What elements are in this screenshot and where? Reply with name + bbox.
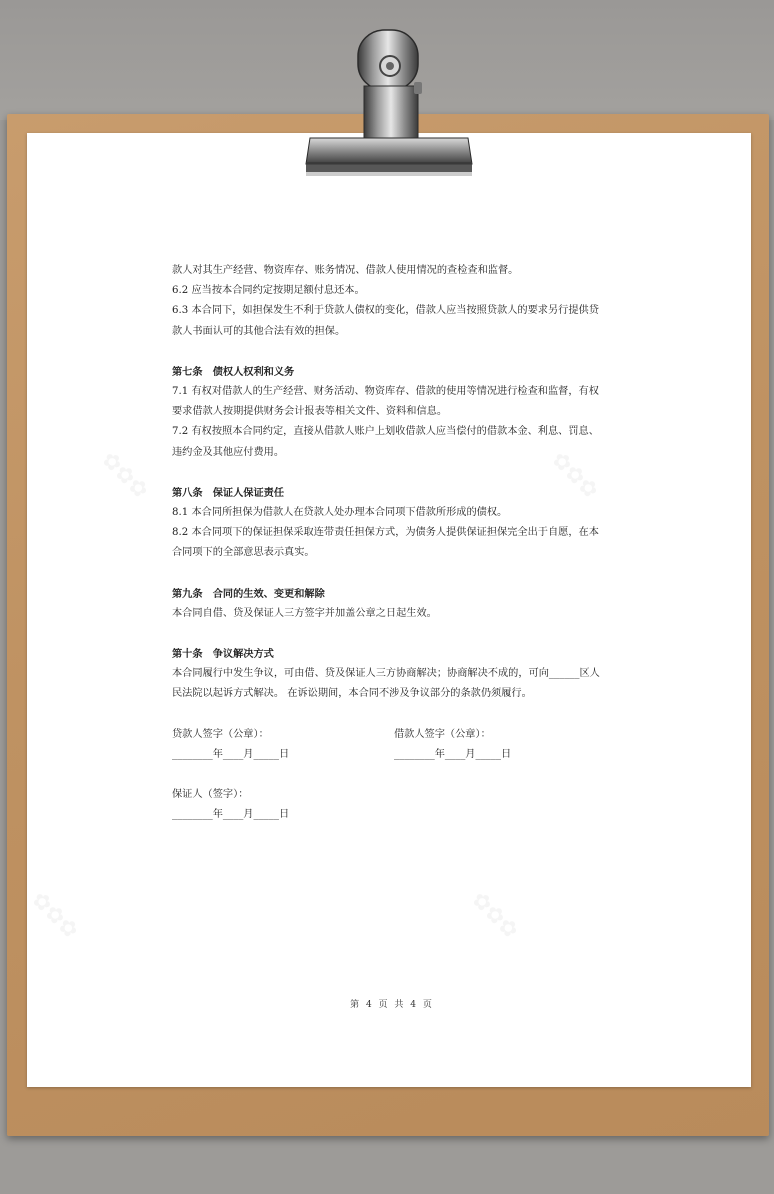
section-heading: 第八条 保证人保证责任: [172, 486, 285, 499]
guarantor-signature-label: 保证人（签字）：: [172, 789, 249, 801]
text-line: 8.1 本合同所担保为借款人在贷款人处办理本合同项下借款所形成的债权。: [172, 507, 508, 519]
lender-signature-label: 贷款人签字（公章）：: [172, 728, 269, 740]
watermark: ✿✿✿: [96, 447, 154, 504]
watermark: ✿✿✿: [466, 887, 524, 944]
watermark: ✿✿✿: [546, 447, 604, 504]
guarantor-date-line: ________年____月_____日: [172, 809, 290, 821]
date-row: [172, 745, 612, 765]
text-line: 6.2 应当按本合同约定按期足额付息还本。: [172, 285, 365, 297]
page-number: 第 4 页 共 4 页: [350, 1000, 434, 1010]
text-line: 本合同自借、贷及保证人三方签字并加盖公章之日起生效。: [172, 607, 437, 619]
document-page: [27, 133, 751, 1087]
document-body: [172, 261, 612, 825]
lender-date-line: ________年____月_____日: [172, 748, 290, 760]
guarantor-date-row: [172, 805, 612, 825]
guarantor-row: [172, 785, 612, 805]
signature-row: [172, 725, 612, 745]
binder-clip-icon: [296, 26, 476, 178]
text-line: 款人对其生产经营、物资库存、账务情况、借款人使用情况的查检查和监督。: [172, 265, 519, 276]
text-line: 要求借款人按期提供财务会计报表等相关文件、资料和信息。: [172, 406, 448, 418]
borrower-date-line: ________年____月_____日: [394, 748, 512, 760]
section-heading: 第七条 债权人权利和义务: [172, 365, 295, 378]
borrower-signature-label: 借款人签字（公章）：: [394, 728, 491, 740]
text-line: 6.3 本合同下，如担保发生不利于贷款人债权的变化，借款人应当按照贷款人的要求另行提供贷: [172, 305, 599, 317]
watermark: ✿✿✿: [26, 887, 84, 944]
text-line: 违约金及其他应付费用。: [172, 446, 285, 458]
text-line: 款人书面认可的其他合法有效的担保。: [172, 325, 346, 337]
text-line: 8.2 本合同项下的保证担保采取连带责任担保方式，为债务人提供保证担保完全出于自愿，在本: [172, 527, 599, 539]
text-line: 7.1 有权对借款人的生产经营、财务活动、物资库存、借款的使用等情况进行检查和监督，有权: [172, 386, 599, 398]
section-heading: 第十条 争议解决方式: [172, 648, 274, 661]
text-line: 合同项下的全部意思表示真实。: [172, 547, 315, 559]
text-line: 7.2 有权按照本合同约定，直接从借款人账户上划收借款人应当偿付的借款本金、利息、罚息、: [172, 426, 599, 438]
text-line: 本合同履行中发生争议，可由借、贷及保证人三方协商解决；协商解决不成的，可向______区人: [172, 668, 600, 680]
text-line: 民法院以起诉方式解决。 在诉讼期间，本合同不涉及争议部分的条款仍须履行。: [172, 688, 532, 700]
section-heading: 第九条 合同的生效、变更和解除: [172, 587, 325, 600]
